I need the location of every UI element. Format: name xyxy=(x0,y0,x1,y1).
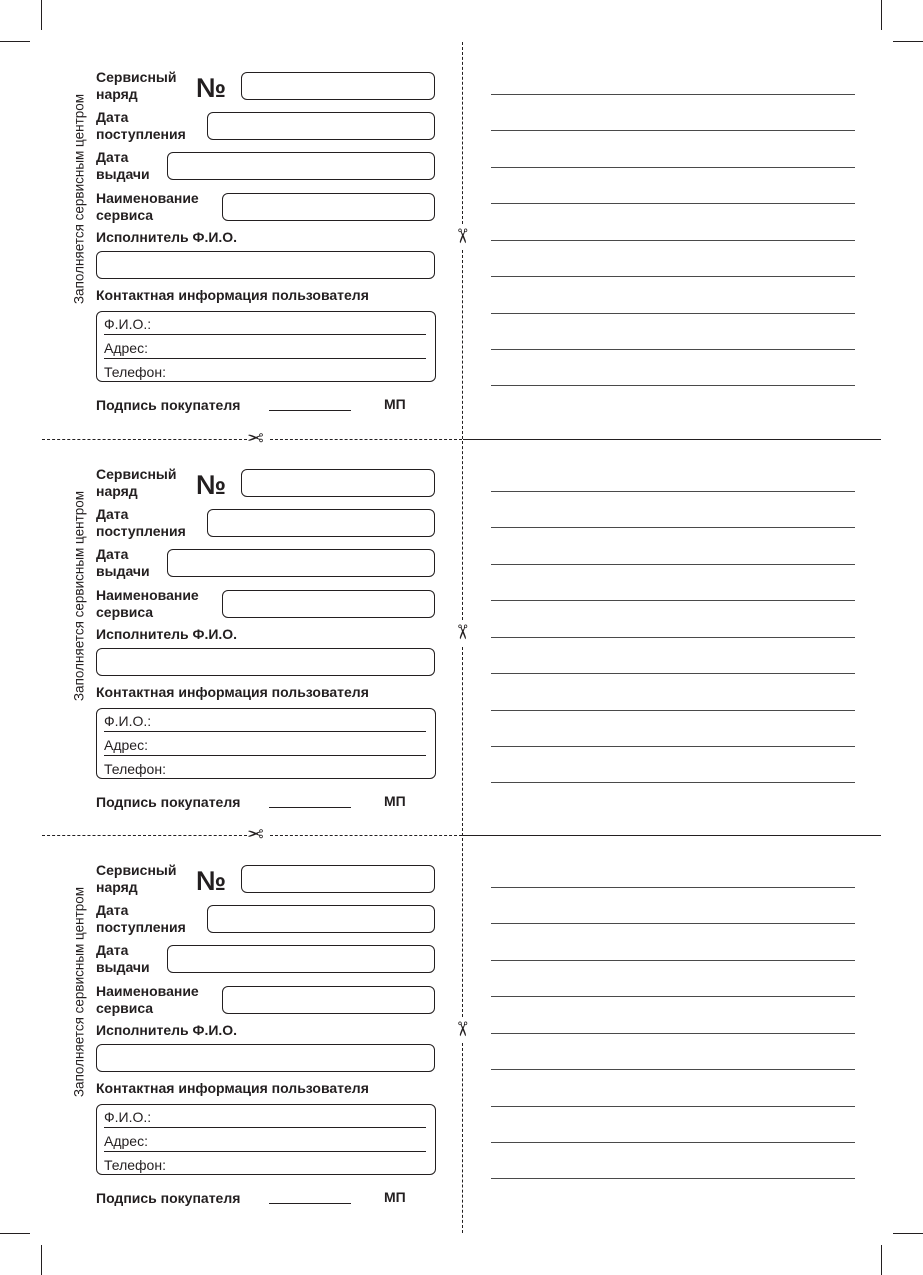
notes-line[interactable] xyxy=(491,240,855,241)
executor-label: Исполнитель Ф.И.О. xyxy=(96,1022,238,1038)
signature-label: Подпись покупателя xyxy=(96,397,241,413)
crop-mark xyxy=(881,1245,882,1275)
signature-line[interactable] xyxy=(269,1203,351,1204)
issue-date-label: Дата выдачи xyxy=(96,942,150,975)
notes-line[interactable] xyxy=(491,637,855,638)
crop-mark xyxy=(0,1233,30,1234)
notes-line[interactable] xyxy=(491,887,855,888)
notes-line[interactable] xyxy=(491,960,855,961)
notes-line[interactable] xyxy=(491,527,855,528)
order-number-field[interactable] xyxy=(241,469,435,497)
notes-line[interactable] xyxy=(491,1069,855,1070)
notes-line[interactable] xyxy=(491,564,855,565)
notes-line[interactable] xyxy=(491,1178,855,1179)
executor-field[interactable] xyxy=(96,648,435,676)
service-name-field[interactable] xyxy=(222,193,435,221)
received-date-label: Дата поступления xyxy=(96,902,186,935)
service-name-label: Наименование сервиса xyxy=(96,587,199,620)
service-order-label: Сервисный наряд xyxy=(96,862,177,895)
notes-line[interactable] xyxy=(491,276,855,277)
notes-line[interactable] xyxy=(491,313,855,314)
scissors-icon: ✂ xyxy=(450,1020,473,1038)
phone-field[interactable]: Телефон: xyxy=(104,1157,166,1173)
order-number-field[interactable] xyxy=(241,865,435,893)
contact-info-box xyxy=(96,1104,436,1175)
service-name-label: Наименование сервиса xyxy=(96,190,199,223)
service-name-label: Наименование сервиса xyxy=(96,983,199,1016)
executor-label: Исполнитель Ф.И.О. xyxy=(96,229,238,245)
order-number-field[interactable] xyxy=(241,72,435,100)
issue-date-label: Дата выдачи xyxy=(96,149,150,182)
notes-line[interactable] xyxy=(491,1106,855,1107)
stamp-label: МП xyxy=(384,793,406,809)
notes-line[interactable] xyxy=(491,349,855,350)
notes-line[interactable] xyxy=(491,600,855,601)
notes-line[interactable] xyxy=(491,782,855,783)
notes-line[interactable] xyxy=(491,1033,855,1034)
address-field[interactable]: Адрес: xyxy=(104,738,426,756)
received-date-label: Дата поступления xyxy=(96,109,186,142)
notes-line[interactable] xyxy=(491,167,855,168)
notes-line[interactable] xyxy=(491,710,855,711)
notes-line[interactable] xyxy=(491,673,855,674)
fio-field[interactable]: Ф.И.О.: xyxy=(104,714,426,732)
stamp-label: МП xyxy=(384,396,406,412)
stamp-label: МП xyxy=(384,1189,406,1205)
signature-label: Подпись покупателя xyxy=(96,794,241,810)
service-coupon xyxy=(0,397,923,810)
executor-label: Исполнитель Ф.И.О. xyxy=(96,626,238,642)
phone-field[interactable]: Телефон: xyxy=(104,761,166,777)
notes-line[interactable] xyxy=(491,923,855,924)
side-label: Заполняется сервисным центром xyxy=(71,886,87,1098)
notes-line[interactable] xyxy=(491,203,855,204)
notes-line[interactable] xyxy=(491,1142,855,1143)
address-field[interactable]: Адрес: xyxy=(104,1134,426,1152)
service-coupon xyxy=(0,0,923,413)
contact-info-box xyxy=(96,708,436,779)
executor-field[interactable] xyxy=(96,1044,435,1072)
notes-line[interactable] xyxy=(491,746,855,747)
notes-line[interactable] xyxy=(491,491,855,492)
scissors-icon: ✂ xyxy=(247,428,264,450)
fio-field[interactable]: Ф.И.О.: xyxy=(104,1110,426,1128)
issue-date-field[interactable] xyxy=(167,945,435,973)
signature-label: Подпись покупателя xyxy=(96,1190,241,1206)
side-label: Заполняется сервисным центром xyxy=(71,490,87,702)
notes-line[interactable] xyxy=(491,94,855,95)
scissors-icon: ✂ xyxy=(450,227,473,245)
crop-mark xyxy=(893,1233,923,1234)
service-order-label: Сервисный наряд xyxy=(96,69,177,102)
address-field[interactable]: Адрес: xyxy=(104,341,426,359)
issue-date-label: Дата выдачи xyxy=(96,546,150,579)
issue-date-field[interactable] xyxy=(167,152,435,180)
executor-field[interactable] xyxy=(96,251,435,279)
scissors-icon: ✂ xyxy=(450,623,473,641)
number-sign: № xyxy=(196,866,227,896)
service-name-field[interactable] xyxy=(222,590,435,618)
notes-line[interactable] xyxy=(491,385,855,386)
received-date-label: Дата поступления xyxy=(96,506,186,539)
received-date-field[interactable] xyxy=(207,112,435,140)
scissors-icon: ✂ xyxy=(247,824,264,846)
received-date-field[interactable] xyxy=(207,509,435,537)
crop-mark xyxy=(41,1245,42,1275)
service-order-label: Сервисный наряд xyxy=(96,466,177,499)
number-sign: № xyxy=(196,470,227,500)
phone-field[interactable]: Телефон: xyxy=(104,364,166,380)
contact-info-box xyxy=(96,311,436,382)
contact-info-label: Контактная информация пользователя xyxy=(96,684,369,700)
received-date-field[interactable] xyxy=(207,905,435,933)
notes-line[interactable] xyxy=(491,130,855,131)
issue-date-field[interactable] xyxy=(167,549,435,577)
contact-info-label: Контактная информация пользователя xyxy=(96,287,369,303)
service-coupon xyxy=(0,793,923,1206)
fio-field[interactable]: Ф.И.О.: xyxy=(104,317,426,335)
service-name-field[interactable] xyxy=(222,986,435,1014)
contact-info-label: Контактная информация пользователя xyxy=(96,1080,369,1096)
side-label: Заполняется сервисным центром xyxy=(71,93,87,305)
number-sign: № xyxy=(196,73,227,103)
notes-line[interactable] xyxy=(491,996,855,997)
